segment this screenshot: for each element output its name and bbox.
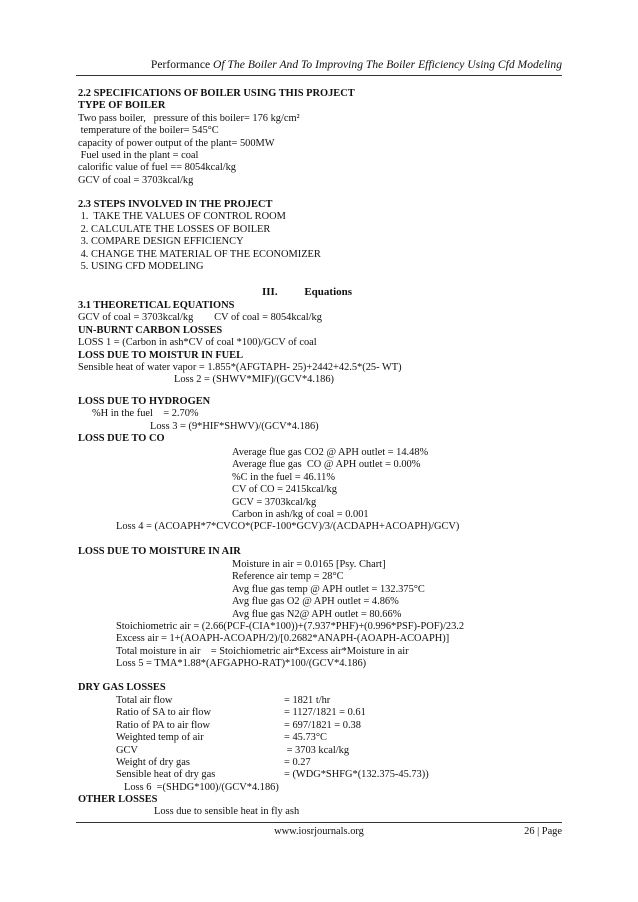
subheading: DRY GAS LOSSES	[78, 682, 166, 693]
section-2-2	[78, 88, 562, 187]
table-row	[116, 695, 562, 707]
footer-page-number: 26 | Page	[524, 826, 562, 837]
row-value: = 45.73°C	[284, 732, 327, 744]
equation: Loss 6 =(SHDG*100)/(GCV*4.186)	[124, 781, 279, 793]
subheading: LOSS DUE TO CO	[78, 433, 165, 445]
table-row	[116, 732, 562, 744]
header-title: Of The Boiler And To Improving The Boiler Efficiency Using Cfd Modeling	[213, 58, 562, 71]
row-label: Sensible heat of dry gas	[116, 769, 216, 781]
row-label: GCV	[116, 744, 138, 756]
list-item: 4. CHANGE THE MATERIAL OF THE ECONOMIZER	[78, 248, 321, 260]
text-line: Average flue gas CO2 @ APH outlet = 14.48%	[232, 447, 429, 458]
row-value: = 1821 t/hr	[284, 695, 331, 706]
section-3-heading	[262, 286, 462, 298]
row-value: = 1127/1821 = 0.61	[284, 707, 366, 719]
text-line: calorific value of fuel == 8054kcal/kg	[78, 162, 236, 174]
table-row	[116, 769, 562, 781]
footer-rule	[76, 822, 562, 823]
equation: Sensible heat of water vapor = 1.855*(AFGTAPH- 25)+2442+42.5*(25- WT)	[78, 361, 402, 373]
table-row	[116, 757, 562, 769]
header-prefix: Performance	[150, 58, 214, 71]
air-moisture-heading	[78, 546, 562, 558]
section-heading: 2.2 SPECIFICATIONS OF BOILER USING THIS PROJECT	[78, 88, 355, 99]
row-value: = 0.27	[284, 756, 311, 768]
header-rule	[76, 75, 562, 76]
row-label: Ratio of SA to air flow	[116, 707, 211, 719]
section-2-3	[78, 199, 562, 273]
equation: Excess air = 1+(AOAPH-ACOAPH/2)/[0.2682*ANAPH-(AOAPH-ACOAPH)]	[116, 633, 450, 645]
equation: Loss 2 = (SHWV*MIF)/(GCV*4.186)	[174, 374, 334, 386]
text-line: capacity of power output of the plant= 500MW	[78, 137, 275, 149]
text-line: GCV of coal = 3703kcal/kg CV of coal = 8054kcal/kg	[78, 312, 322, 324]
equation: Loss 5 = TMA*1.88*(AFGAPHO-RAT)*100/(GCV*4.186)	[116, 658, 367, 670]
text-line: GCV of coal = 3703kcal/kg	[78, 174, 194, 186]
other-losses	[78, 794, 562, 819]
subheading: OTHER LOSSES	[78, 794, 158, 805]
section-heading: 2.3 STEPS INVOLVED IN THE PROJECT	[78, 199, 273, 210]
equation: LOSS 1 = (Carbon in ash*CV of coal *100)/GCV of coal	[78, 337, 317, 349]
running-header	[76, 58, 562, 72]
subheading: LOSS DUE TO MOISTURE IN AIR	[78, 546, 241, 557]
row-label: Weighted temp of air	[116, 732, 204, 744]
row-label: Ratio of PA to air flow	[116, 719, 210, 731]
list-item: 3. COMPARE DESIGN EFFICIENCY	[78, 236, 244, 248]
text-line: Loss due to sensible heat in fly ash	[154, 806, 300, 818]
text-line: Average flue gas CO @ APH outlet = 0.00%	[232, 459, 421, 471]
row-label: Weight of dry gas	[116, 756, 190, 768]
dry-gas-heading	[78, 682, 562, 694]
section-number: III.	[262, 286, 278, 298]
text-line: Moisture in air = 0.0165 [Psy. Chart]	[232, 559, 386, 570]
section-title: Equations	[304, 286, 353, 298]
equation: Stoichiometric air = (2.66(PCF-(CIA*100))+(7.937*PHF)+(0.996*PSF)-POF)/23.2	[116, 621, 465, 632]
text-line: Avg flue gas O2 @ APH outlet = 4.86%	[232, 596, 399, 608]
text-line: %C in the fuel = 46.11%	[232, 471, 336, 483]
list-item: 1. TAKE THE VALUES OF CONTROL ROOM	[78, 211, 286, 223]
text-line: Avg flue gas N2@ APH outlet = 80.66%	[232, 608, 402, 620]
subheading: LOSS DUE TO MOISTUR IN FUEL	[78, 349, 244, 361]
list-item: 2. CALCULATE THE LOSSES OF BOILER	[78, 223, 271, 235]
table-row	[116, 707, 562, 719]
table-row	[116, 720, 562, 732]
subheading: TYPE OF BOILER	[78, 100, 166, 112]
loss4-line	[116, 521, 562, 533]
section-heading: 3.1 THEORETICAL EQUATIONS	[78, 300, 235, 311]
text-line: Reference air temp = 28°C	[232, 571, 344, 583]
text-line: Fuel used in the plant = coal	[78, 149, 199, 161]
air-equations	[116, 621, 562, 671]
row-value: = 697/1821 = 0.38	[284, 719, 361, 731]
air-values	[232, 559, 562, 621]
hydrogen-loss	[78, 396, 562, 446]
row-label: Total air flow	[116, 695, 173, 706]
text-line: Avg flue gas temp @ APH outlet = 132.375°C	[232, 583, 425, 595]
row-value: = (WDG*SHFG*(132.375-45.73))	[284, 769, 429, 781]
equation: Total moisture in air = Stoichiometric air*Excess air*Moisture in air	[116, 645, 409, 657]
equation: Loss 4 = (ACOAPH*7*CVCO*(PCF-100*GCV)/3/(ACDAPH+ACOAPH)/GCV)	[116, 521, 460, 532]
text-line: CV of CO = 2415kcal/kg	[232, 484, 337, 496]
text-line: temperature of the boiler= 545°C	[78, 125, 219, 137]
text-line: Carbon in ash/kg of coal = 0.001	[232, 508, 369, 520]
text-line: Two pass boiler, pressure of this boiler= 176 kg/cm²	[78, 112, 300, 124]
subheading: UN-BURNT CARBON LOSSES	[78, 324, 223, 336]
co-values	[232, 447, 562, 521]
footer-website: www.iosrjournals.org	[274, 826, 364, 837]
list-item: 5. USING CFD MODELING	[78, 260, 204, 272]
dry-gas-table	[116, 695, 562, 794]
equation: Loss 3 = (9*HIF*SHWV)/(GCV*4.186)	[150, 420, 319, 432]
text-line: %H in the fuel = 2.70%	[92, 408, 199, 420]
subheading: LOSS DUE TO HYDROGEN	[78, 396, 211, 407]
table-row	[116, 745, 562, 757]
text-line: GCV = 3703kcal/kg	[232, 496, 317, 508]
row-value: = 3703 kcal/kg	[284, 744, 350, 756]
section-3-1	[78, 300, 562, 387]
